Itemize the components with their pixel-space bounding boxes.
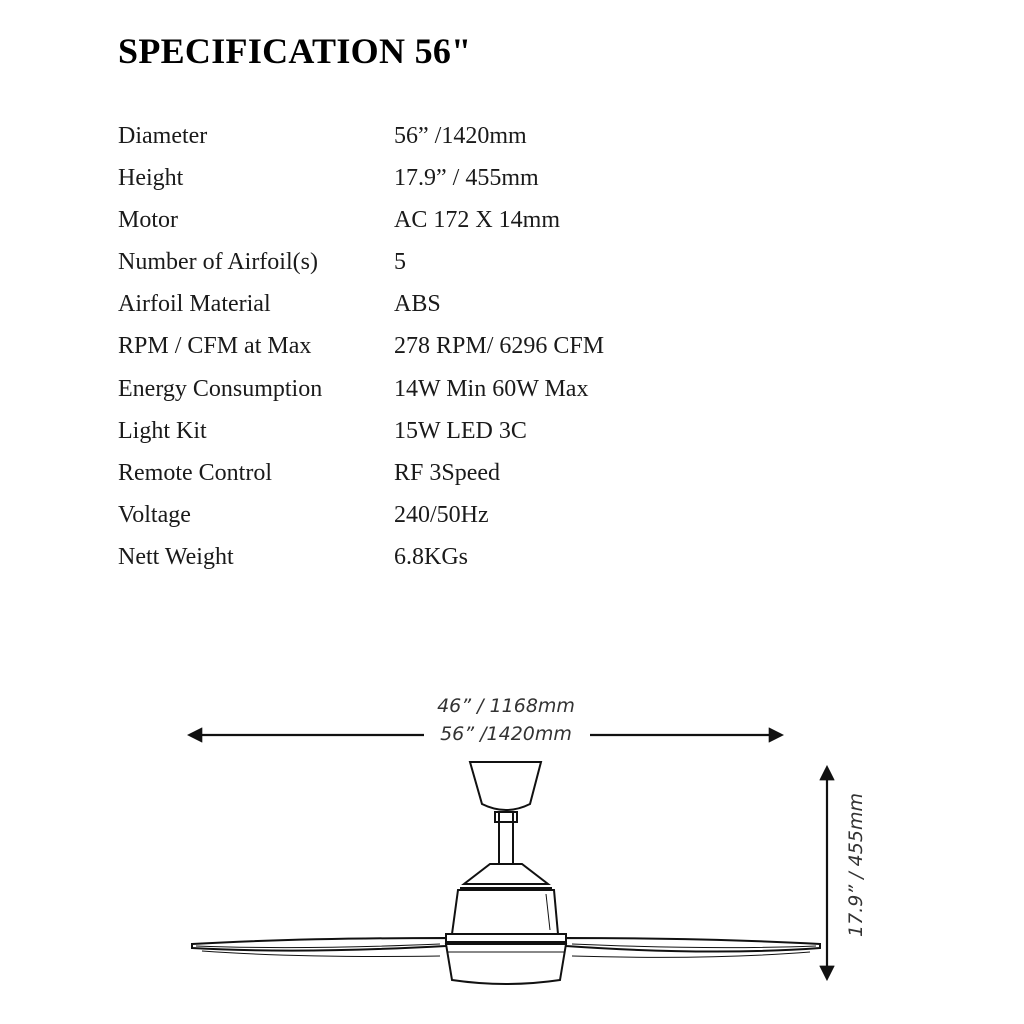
spec-label: Energy Consumption xyxy=(118,375,323,402)
spec-value: 6.8KGs xyxy=(394,543,469,570)
spec-label: Airfoil Material xyxy=(118,291,271,318)
spec-label: Remote Control xyxy=(118,459,272,486)
spec-label: Light Kit xyxy=(118,417,207,444)
spec-value: 14W Min 60W Max xyxy=(394,375,589,402)
width-label-46: 46” / 1168mm xyxy=(437,695,575,717)
spec-value: 5 xyxy=(394,249,406,276)
spec-value: 15W LED 3C xyxy=(394,417,527,444)
spec-value: AC 172 X 14mm xyxy=(394,207,561,234)
spec-label: Diameter xyxy=(118,123,208,149)
spec-value: 56” /1420mm xyxy=(394,123,527,149)
spec-label: Number of Airfoil(s) xyxy=(118,249,318,276)
fan-dimension-diagram xyxy=(0,680,1024,1024)
spec-value: 17.9” / 455mm xyxy=(394,165,539,192)
width-label-56: 56” /1420mm xyxy=(440,723,572,745)
spec-label: Voltage xyxy=(118,501,191,528)
spec-label: Motor xyxy=(118,207,178,234)
height-label: 17.9” / 455mm xyxy=(845,793,867,937)
spec-value: RF 3Speed xyxy=(394,459,501,486)
spec-label: Nett Weight xyxy=(118,543,234,570)
spec-value: 240/50Hz xyxy=(394,501,489,528)
spec-label: Height xyxy=(118,165,184,192)
page-title: SPECIFICATION 56" xyxy=(118,31,472,71)
ceiling-fan-icon xyxy=(192,762,820,984)
spec-label: RPM / CFM at Max xyxy=(118,333,312,360)
spec-value: ABS xyxy=(394,291,441,318)
spec-value: 278 RPM/ 6296 CFM xyxy=(394,333,605,360)
